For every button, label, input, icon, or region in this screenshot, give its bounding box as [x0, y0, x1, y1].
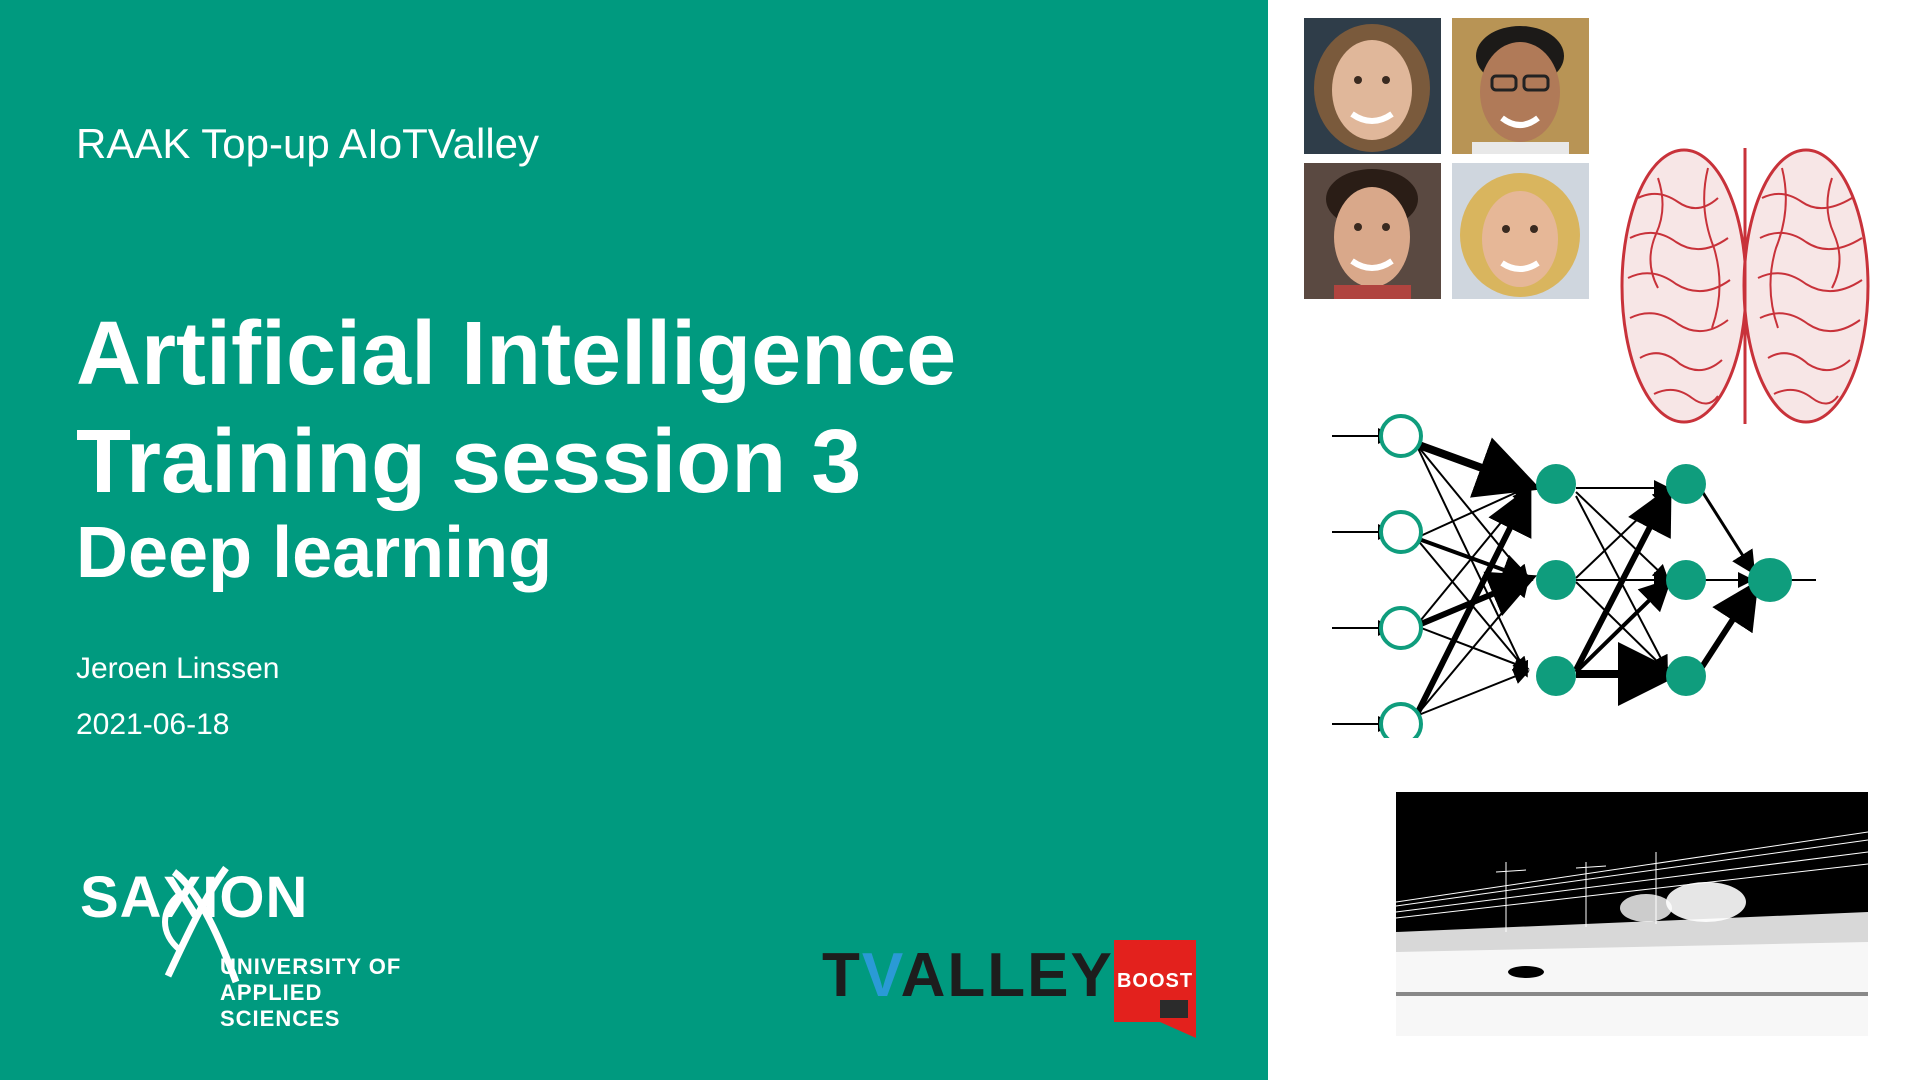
title-line-1: Artificial Intelligence — [76, 304, 957, 404]
tvalley-rest: ALLEY — [900, 941, 1114, 1010]
slide-subtitle: RAAK Top-up AIoTValley — [76, 120, 540, 167]
title-line-3: Deep learning — [76, 513, 553, 593]
output-node — [1748, 558, 1792, 602]
face-photo-man-glasses — [1452, 18, 1589, 154]
face-girl-icon — [1304, 18, 1441, 154]
title-line-2: Training session 3 — [76, 412, 862, 512]
saxion-tagline-2: APPLIED SCIENCES — [220, 980, 341, 1031]
hidden-node — [1536, 656, 1576, 696]
hidden-node — [1536, 560, 1576, 600]
face-boy-icon — [1304, 163, 1441, 299]
face-photo-girl — [1304, 18, 1441, 154]
input-node — [1381, 608, 1421, 648]
face-man-icon — [1452, 18, 1589, 154]
neural-network-diagram — [1316, 408, 1816, 738]
lidar-point-cloud-image — [1396, 792, 1868, 1036]
boost-label: BOOST — [1116, 970, 1194, 992]
tvalley-t: T — [822, 941, 862, 1010]
slide-title — [76, 300, 956, 516]
brain-illustration-icon — [1618, 138, 1872, 428]
author-name: Jeroen Linssen — [76, 652, 280, 685]
presentation-date: 2021-06-18 — [76, 708, 230, 741]
saxion-logo — [76, 858, 446, 1031]
input-node — [1381, 512, 1421, 552]
face-photo-woman — [1452, 163, 1589, 299]
tvalley-v: V — [861, 941, 901, 1010]
boost-logo — [1114, 940, 1196, 1038]
point-cloud-icon — [1396, 792, 1868, 1036]
hidden-node — [1536, 464, 1576, 504]
face-photo-boy — [1304, 163, 1441, 299]
saxion-tagline-1: UNIVERSITY OF — [220, 954, 402, 979]
tvalley-logo — [822, 940, 1114, 1011]
saxion-wordmark: SAXION — [80, 865, 309, 930]
input-node — [1381, 704, 1421, 738]
hidden-node — [1666, 656, 1706, 696]
hidden-node — [1666, 464, 1706, 504]
face-woman-icon — [1452, 163, 1589, 299]
hidden-node — [1666, 560, 1706, 600]
input-node — [1381, 416, 1421, 456]
